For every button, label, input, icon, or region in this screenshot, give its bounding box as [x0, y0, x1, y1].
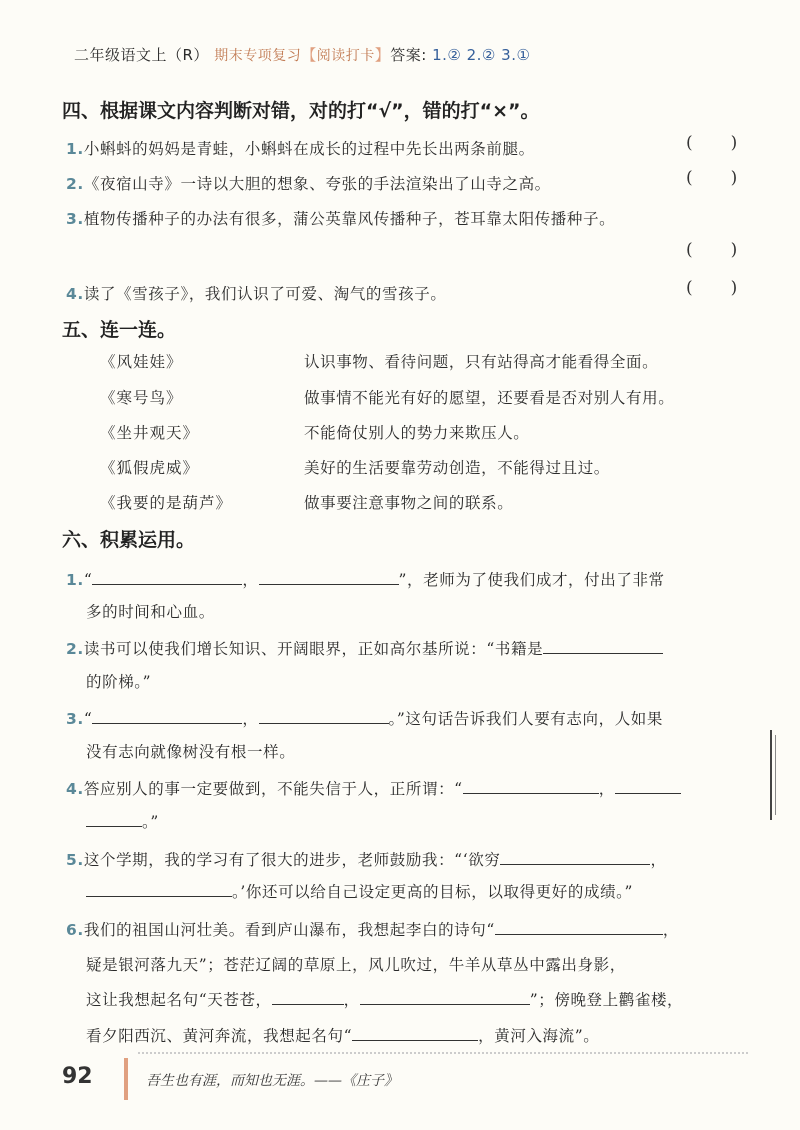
- blank-field[interactable]: [92, 707, 242, 724]
- fill-question-3: 3.“ ， 。”这句话告诉我们人要有志向，人如果: [66, 707, 663, 729]
- match-right-item[interactable]: 认识事物、看待问题，只有站得高才能看得全面。: [304, 353, 659, 371]
- page-header: [74, 44, 530, 65]
- item-number: 4.: [66, 285, 84, 303]
- grade-label: 二年级语文上（R）: [74, 46, 209, 64]
- footer-divider: [138, 1052, 748, 1054]
- fill-question-6-line2: 疑是银河落九天”；苍茫辽阔的草原上，风儿吹过，牛羊从草丛中露出身影，: [86, 956, 626, 974]
- section-5-title: 五、连一连。: [62, 319, 177, 341]
- item-text: 植物传播种子的办法有很多，蒲公英靠风传播种子，苍耳靠太阳传播种子。: [83, 210, 616, 228]
- fill-question-1-cont: 多的时间和心血。: [86, 603, 215, 621]
- section-6-title: 六、积累运用。: [62, 529, 196, 551]
- blank-field[interactable]: [86, 810, 142, 827]
- item-text: 小蝌蚪的妈妈是青蛙，小蝌蚪在成长的过程中先长出两条前腿。: [83, 140, 535, 158]
- answer-paren-3[interactable]: ( ): [686, 240, 738, 260]
- bracket-left: 【: [301, 46, 317, 64]
- footer-accent-bar: [124, 1058, 128, 1100]
- review-subtitle: 期末专项复习: [214, 48, 302, 64]
- blank-field[interactable]: [615, 777, 681, 794]
- item-number: 3.: [66, 210, 84, 228]
- item-number: 2.: [66, 175, 84, 193]
- answer-paren-1[interactable]: ( ): [686, 133, 738, 153]
- item-text: 读了《雪孩子》，我们认识了可爱、淘气的雪孩子。: [83, 285, 447, 303]
- match-right-item[interactable]: 做事要注意事物之间的联系。: [304, 494, 514, 512]
- match-right-item[interactable]: 做事情不能光有好的愿望，还要看是否对别人有用。: [304, 389, 675, 407]
- answer-paren-4[interactable]: ( ): [686, 278, 738, 298]
- fill-question-5: 5.这个学期，我的学习有了很大的进步，老师鼓励我：“‘欲穷 ，: [66, 848, 667, 870]
- margin-mark: [770, 730, 772, 820]
- match-right-item[interactable]: 不能倚仗别人的势力来欺压人。: [304, 424, 530, 442]
- answer-paren-2[interactable]: ( ): [686, 168, 738, 188]
- blank-field[interactable]: [463, 777, 599, 794]
- blank-field[interactable]: [259, 568, 399, 585]
- blank-field[interactable]: [543, 637, 663, 654]
- judge-item-1: [66, 137, 535, 159]
- fill-question-4: 4.答应别人的事一定要做到，不能失信于人，正所谓：“ ，: [66, 777, 681, 799]
- match-left-item[interactable]: 《寒号鸟》: [100, 389, 183, 407]
- match-right-item[interactable]: 美好的生活要靠劳动创造，不能得过且过。: [304, 459, 610, 477]
- match-left-item[interactable]: 《狐假虎威》: [100, 459, 200, 477]
- fill-question-2-cont: 的阶梯。”: [86, 673, 152, 691]
- review-tag: 阅读打卡: [316, 48, 375, 64]
- judge-item-2: [66, 172, 551, 194]
- match-left-item[interactable]: 《我要的是葫芦》: [100, 494, 233, 512]
- blank-field[interactable]: [500, 848, 650, 865]
- blank-field[interactable]: [272, 988, 344, 1005]
- blank-field[interactable]: [360, 988, 530, 1005]
- match-left-item[interactable]: 《风娃娃》: [100, 353, 183, 371]
- answer-label: 答案:: [390, 46, 427, 64]
- fill-question-6: 6.我们的祖国山河壮美。看到庐山瀑布，我想起李白的诗句“ ，: [66, 918, 679, 940]
- blank-field[interactable]: [352, 1024, 478, 1041]
- bracket-right: 】: [374, 46, 391, 64]
- judge-item-4: [66, 282, 446, 304]
- blank-field[interactable]: [86, 880, 232, 897]
- answer-values: 1.② 2.② 3.①: [432, 46, 531, 64]
- margin-mark: [775, 735, 776, 815]
- fill-question-3-cont: 没有志向就像树没有根一样。: [86, 743, 296, 761]
- item-number: 1.: [66, 140, 84, 158]
- footer-quote: 吾生也有涯，而知也无涯。——《庄子》: [146, 1073, 398, 1089]
- fill-question-2: 2.读书可以使我们增长知识、开阔眼界，正如高尔基所说：“书籍是: [66, 637, 663, 659]
- fill-question-6-line4: 看夕阳西沉、黄河奔流，我想起名句“ ，黄河入海流”。: [86, 1024, 599, 1046]
- fill-question-5-cont: 。’你还可以给自己设定更高的目标，以取得更好的成绩。”: [86, 880, 633, 902]
- section-4-title: 四、根据课文内容判断对错，对的打“√”，错的打“×”。: [62, 100, 540, 122]
- blank-field[interactable]: [259, 707, 389, 724]
- blank-field[interactable]: [92, 568, 242, 585]
- fill-question-6-line3: 这让我想起名句“天苍苍， ， ”；傍晚登上鹳雀楼，: [86, 988, 683, 1010]
- page-number: 92: [62, 1064, 93, 1089]
- fill-question-4-cont: 。”: [86, 810, 159, 832]
- item-text: 《夜宿山寺》一诗以大胆的想象、夸张的手法渲染出了山寺之高。: [83, 175, 551, 193]
- judge-item-3: [66, 207, 615, 229]
- blank-field[interactable]: [495, 918, 663, 935]
- match-left-item[interactable]: 《坐井观天》: [100, 424, 200, 442]
- fill-question-1: 1.“ ， ”，老师为了使我们成才，付出了非常: [66, 568, 665, 590]
